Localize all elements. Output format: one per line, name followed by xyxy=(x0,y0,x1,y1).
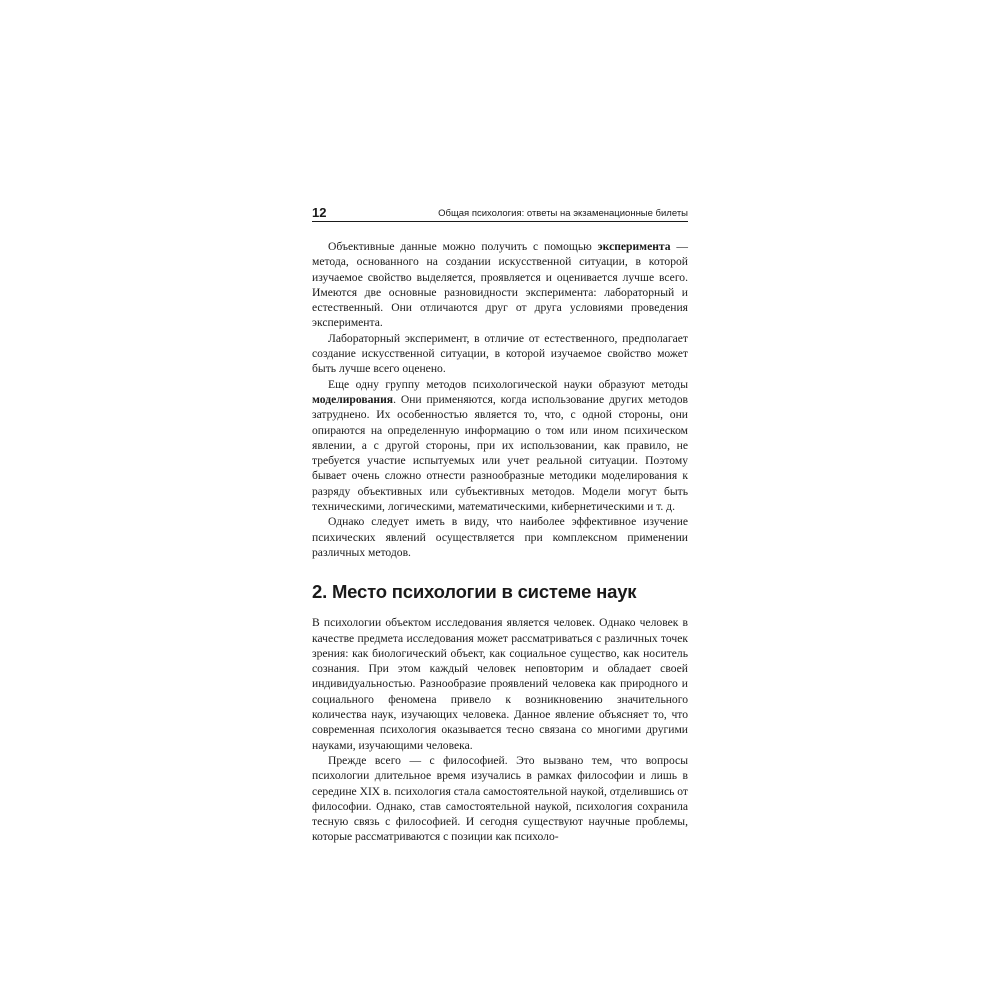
book-page xyxy=(312,203,688,845)
section-heading: 2. Место психологии в системе наук xyxy=(312,581,637,603)
psychology-place-section xyxy=(312,615,688,844)
philosophy-paragraph: Прежде всего — с философией. Это вызвано тем, что вопросы психологии длительное время изучались в рамках философии и лишь в середине XIX в. психология стала самостоятельной наукой, отделившись от философии. Однако, став самостоятельной наукой, психология сохранила тесную связь с философией. И сегодня существуют научные проблемы, которые рассматриваются с позиции как психоло- xyxy=(312,753,688,844)
object-paragraph: В психологии объектом исследования является человек. Однако человек в качестве предмета исследования может рассматриваться с различных точек зрения: как биологический объект, как социальное существо, как носитель сознания. При этом каждый человек неповторим и обладает своей индивидуальностью. Разнообразие проявлений человека как природного и социального феномена привело к возникновению значительного количества наук, изучающих человека. Данное явление объясняет то, что современная психология оказывается тесно связана со многими другими науками, изучающими человека. xyxy=(312,616,688,752)
text-span: Еще одну группу методов психологической науки образуют методы xyxy=(328,377,688,391)
conclusion-paragraph: Однако следует иметь в виду, что наиболее эффективное изучение психических явлений осуществляется при комплексном применении различных методов. xyxy=(312,515,688,559)
experiment-paragraph xyxy=(312,239,688,331)
running-header xyxy=(312,203,688,222)
methods-section xyxy=(312,239,688,560)
term-modeling: моделирования xyxy=(312,392,394,406)
lab-experiment-paragraph: Лабораторный эксперимент, в отличие от естественного, предполагает создание искусственной ситуации, в которой изучаемое свойство может быть лучше всего оценено. xyxy=(312,331,688,376)
text-span: . Они применяются, когда использование других методов затруднено. Их особенностью является то, что, с одной стороны, они опираются на определенную информацию о том или ином психическом явлении, а с другой стороны, при их использовании, как правило, не требуется участие испытуемых или учет реальной ситуации. Поэтому бывает очень сложно отнести разнообразные методики моделирования к разряду объективных или субъективных методов. Модели могут быть техническими, логическими, математическими, кибернетическими и т. д. xyxy=(312,392,688,514)
term-experiment: эксперимента xyxy=(597,240,671,253)
text-span: Объективные данные можно получить с помощью xyxy=(328,240,598,253)
modeling-paragraph xyxy=(312,377,688,515)
page-number: 12 xyxy=(312,205,327,220)
running-title: Общая психология: ответы на экзаменационные билеты xyxy=(438,208,688,219)
text-span: — метода, основанного на создании искусственной ситуации, в которой изучаемое свойство выделяется, проявляется и оценивается лучше всего. Имеются две основные разновидности эксперимента: лабораторный и естественный. Они отличаются друг от друга условиями проведения эксперимента. xyxy=(312,240,688,330)
